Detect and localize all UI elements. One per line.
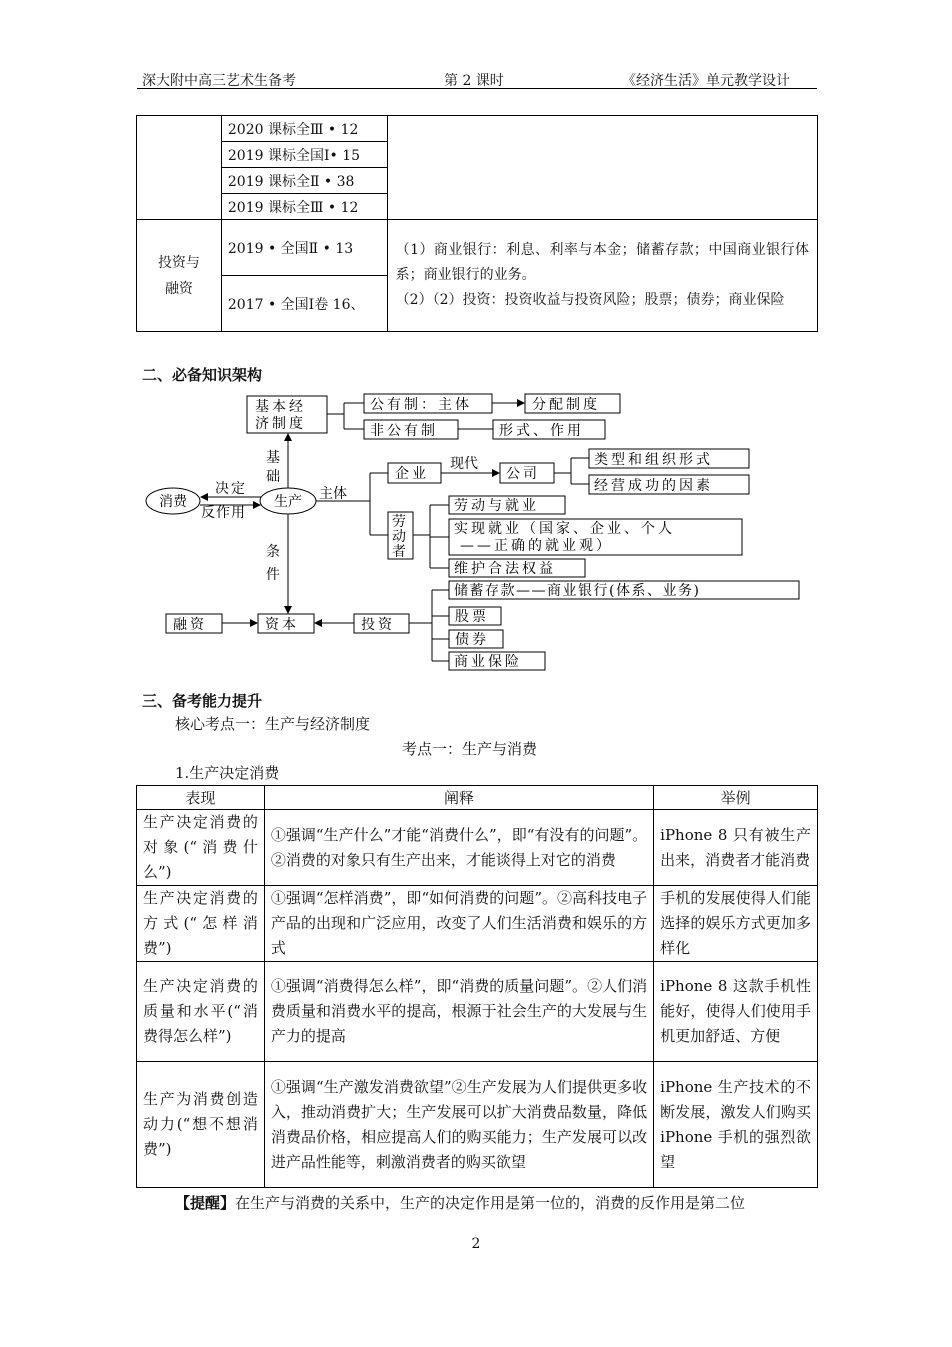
source-cell: 2019 • 全国Ⅱ • 13 [221, 220, 387, 276]
source-cell: 2017 • 全国Ⅰ卷 16、 [221, 276, 387, 332]
cell-explanation: ①强调“生产激发消费欲望”②生产发展为人们提供更多收入，推动消费扩大；生产发展可以扩大消费品数量，降低消费品价格，相应提高人们的购买能力；生产发展可以改进产品性能等，刺激消费者的购买欲望 [264, 1062, 653, 1188]
label-financing: 融资 [173, 617, 207, 633]
label-enterprise: 企业 [395, 466, 429, 482]
label-condition-2: 件 [266, 567, 280, 583]
header-cell: 阐释 [264, 786, 653, 810]
exam-topic-table [136, 115, 818, 332]
label-company: 公司 [506, 466, 540, 482]
section-title-framework: 二、必备知识架构 [142, 366, 263, 384]
cell-manifestation: 生产为消费创造动力(“想不想消费”) [137, 1062, 265, 1188]
core-point-title: 核心考点一：生产与经济制度 [175, 715, 371, 733]
label-types: 类型和组织形式 [594, 452, 713, 468]
cell-explanation [264, 886, 653, 962]
knowledge-diagram [0, 390, 952, 680]
label-distribution: 分配制度 [532, 397, 600, 413]
source-cell: 2019 课标全Ⅱ • 38 [221, 168, 387, 194]
table-row [137, 962, 818, 1062]
source-cell: 2019 课标全Ⅲ • 12 [221, 194, 387, 220]
label-modern: 现代 [450, 456, 478, 472]
label-production: 生产 [274, 494, 302, 510]
label-basis-1: 基 [266, 450, 280, 466]
content-line-2: （2）（2）投资：投资收益与投资风险；股票；债券；商业保险 [395, 292, 785, 308]
reminder-label: 【提醒】 [175, 1194, 236, 1212]
label-realize-1: 实现就业（国家、企业、个人 [454, 521, 675, 537]
label-react: 反作用 [201, 505, 246, 521]
topic-label-line1: 投资与 [157, 254, 200, 271]
label-bonds: 债券 [455, 632, 489, 648]
label-form-role: 形式、作用 [499, 423, 584, 439]
header-left: 深大附中高三艺术生备考 [142, 73, 296, 89]
label-investment: 投资 [361, 617, 395, 633]
cell-example: iPhone 8 这款手机性能好，使得人们使用手机更加舒适、方便 [654, 962, 818, 1062]
label-labor-employment: 劳动与就业 [454, 498, 539, 514]
content-cell-empty [387, 116, 817, 220]
cell-example: iPhone 8 只有被生产出来，消费者才能消费 [654, 810, 818, 886]
table-row [137, 1062, 818, 1188]
section-title-ability: 三、备考能力提升 [142, 692, 263, 710]
cell-manifestation: 生产决定消费的对象(“消费什么”) [137, 810, 265, 886]
table-row [137, 810, 818, 886]
label-basic-system-2: 济制度 [255, 416, 306, 432]
point-title: 考点一：生产与消费 [402, 740, 538, 758]
cell-example: iPhone 生产技术的不断发展，激发人们购买 iPhone 手机的强烈欲望 [654, 1062, 818, 1188]
page-number: 2 [471, 1236, 481, 1252]
label-success: 经营成功的因素 [594, 478, 713, 494]
label-realize-2: ——正确的就业观） [460, 538, 613, 554]
cell-manifestation: 生产决定消费的质量和水平(“消费得怎么样”) [137, 962, 265, 1062]
topic-label-line2: 融资 [164, 280, 193, 297]
reminder-paragraph [175, 1192, 815, 1213]
subsection-title: 1.生产决定消费 [175, 764, 280, 782]
label-laborer-2: 动 [392, 529, 406, 545]
label-condition-1: 条 [266, 544, 280, 560]
label-rights: 维护合法权益 [454, 561, 556, 577]
label-stocks: 股票 [455, 609, 489, 625]
header-right: 《经济生活》单元教学设计 [622, 73, 790, 89]
cell-explanation: ①强调“消费得怎么样”，即“消费的质量问题”。②人们消费质量和消费水平的提高，根源于社会生产的大发展与生产力的提高 [264, 962, 653, 1062]
label-subject: 主体 [319, 486, 347, 502]
label-basis-2: 础 [266, 469, 280, 485]
topic-cell-investment [137, 220, 222, 332]
source-cell: 2020 课标全Ⅲ • 12 [221, 116, 387, 142]
header-cell: 举例 [654, 786, 818, 810]
cell-example: 手机的发展使得人们能选择的娱乐方式更加多样化 [654, 886, 818, 962]
topic-cell-empty [137, 116, 222, 220]
label-capital: 资本 [265, 617, 299, 633]
label-public: 公有制：主体 [370, 397, 472, 413]
label-laborer-3: 者 [392, 544, 406, 560]
production-consumption-table [136, 785, 818, 1188]
header-center: 第 2 课时 [444, 73, 504, 89]
cell-manifestation: 生产决定消费的方式(“怎样消费”) [137, 886, 265, 962]
content-cell-investment [387, 220, 817, 332]
cell-explanation: ①强调“生产什么”才能“消费什么”，即“有没有的问题”。②消费的对象只有生产出来，才能谈得上对它的消费 [264, 810, 653, 886]
label-insurance: 商业保险 [454, 654, 522, 670]
header-cell: 表现 [137, 786, 265, 810]
source-cell: 2019 课标全国Ⅰ• 15 [221, 142, 387, 168]
explanation-line-1: ①强调“怎样消费”，即“如何消费的问题”。②高科技电子产品的出现和广泛应用，改变了人们生活消费和娱乐的方式 [270, 889, 648, 957]
header-divider [137, 88, 817, 89]
label-decide: 决定 [215, 481, 247, 497]
reminder-text: 在生产与消费的关系中，生产的决定作用是第一位的，消费的反作用是第二位 [235, 1194, 746, 1212]
label-basic-system-1: 基本经 [255, 399, 306, 415]
table-row [137, 886, 818, 962]
label-savings: 储蓄存款——商业银行(体系、业务) [454, 583, 701, 599]
label-consumption: 消费 [159, 494, 187, 510]
content-line-1: （1）商业银行：利息、利率与本金；储蓄存款；中国商业银行体系；商业银行的业务。 [395, 242, 809, 283]
label-laborer-1: 劳 [392, 514, 406, 530]
label-nonpublic: 非公有制 [370, 423, 438, 439]
